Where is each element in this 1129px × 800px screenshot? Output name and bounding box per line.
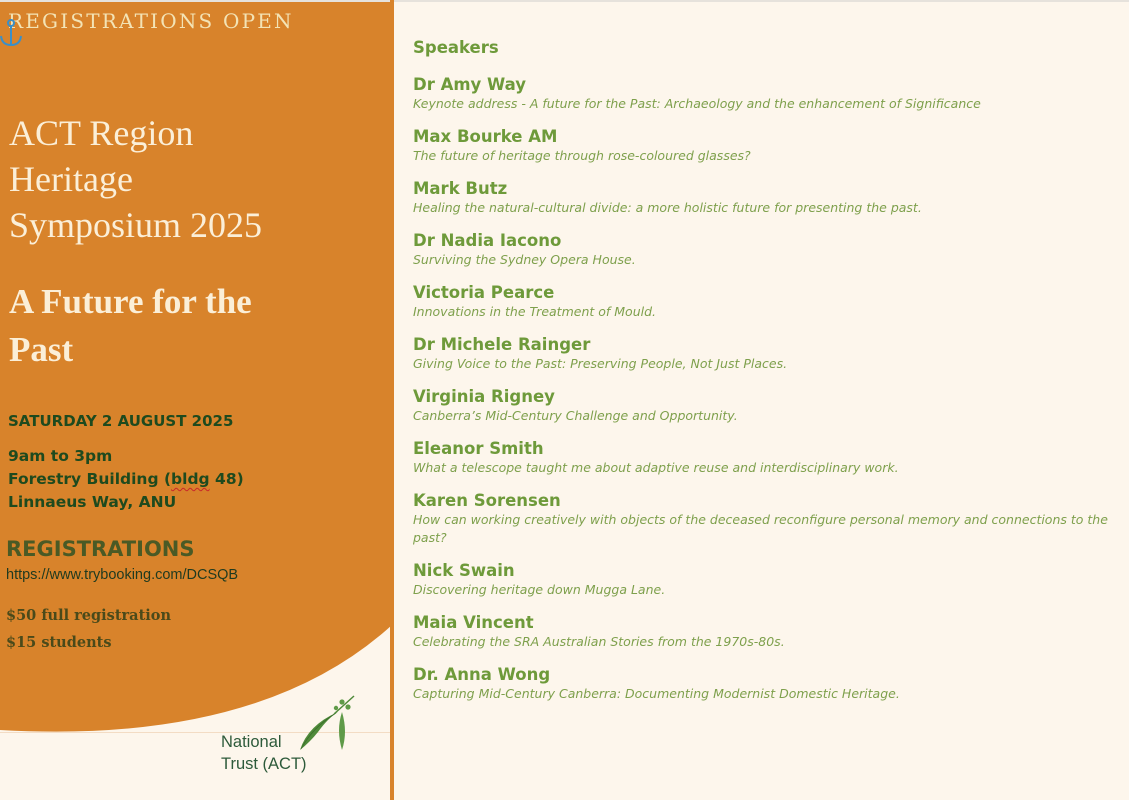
- speaker-talk-title: Discovering heritage down Mugga Lane.: [413, 582, 666, 597]
- event-title: [9, 110, 262, 248]
- speaker-item: [413, 75, 1113, 113]
- speaker-name: Dr Amy Way: [413, 75, 527, 94]
- speaker-item: [413, 491, 1113, 547]
- speaker-item: [413, 127, 1113, 165]
- speaker-item: [413, 231, 1113, 269]
- event-subtitle: [9, 278, 369, 374]
- speaker-name: Dr Nadia Iacono: [413, 231, 562, 250]
- speaker-item: [413, 283, 1113, 321]
- event-venue: [8, 468, 244, 491]
- speaker-name: Maia Vincent: [413, 613, 534, 632]
- event-date: SATURDAY 2 AUGUST 2025: [8, 412, 234, 430]
- speaker-item: [413, 665, 1113, 703]
- panel-divider: [390, 0, 394, 800]
- speaker-talk-title: What a telescope taught me about adaptive reuse and interdisciplinary work.: [413, 460, 899, 475]
- speaker-talk-title: Healing the natural-cultural divide: a more holistic future for presenting the past.: [413, 200, 922, 215]
- venue-suffix: 48): [209, 470, 244, 488]
- speaker-item: [413, 179, 1113, 217]
- speaker-item: [413, 439, 1113, 477]
- title-line: ACT Region: [9, 113, 194, 153]
- subtitle-line: Past: [9, 330, 74, 369]
- speaker-name: Max Bourke AM: [413, 127, 558, 146]
- speaker-item: [413, 387, 1113, 425]
- speaker-talk-title: How can working creatively with objects of the deceased reconfigure personal memory and connections to the past?: [413, 512, 1108, 545]
- logo-line: National: [221, 733, 282, 751]
- speaker-talk-title: Celebrating the SRA Australian Stories from the 1970s-80s.: [413, 634, 785, 649]
- speaker-talk-title: Capturing Mid-Century Canberra: Documenting Modernist Domestic Heritage.: [413, 686, 900, 701]
- event-address: Linnaeus Way, ANU: [8, 493, 177, 511]
- speaker-name: Victoria Pearce: [413, 283, 555, 302]
- national-trust-logo-text: [221, 731, 307, 775]
- speaker-item: [413, 613, 1113, 651]
- title-line: Heritage: [9, 159, 133, 199]
- speaker-name: Virginia Rigney: [413, 387, 555, 406]
- speaker-item: [413, 561, 1113, 599]
- speaker-name: Nick Swain: [413, 561, 515, 580]
- speaker-item: [413, 335, 1113, 373]
- speakers-panel: [413, 37, 1113, 717]
- speaker-talk-title: Giving Voice to the Past: Preserving People, Not Just Places.: [413, 356, 788, 371]
- registrations-heading: REGISTRATIONS: [6, 537, 195, 561]
- price-students: $15 students: [6, 634, 112, 651]
- speaker-name: Dr Michele Rainger: [413, 335, 591, 354]
- event-time: 9am to 3pm: [8, 447, 113, 465]
- anchor-icon: [0, 18, 24, 48]
- venue-bldg-misspelled: bldg: [171, 470, 210, 488]
- price-full: $50 full registration: [6, 607, 171, 624]
- logo-line: Trust (ACT): [221, 755, 307, 773]
- speaker-talk-title: Keynote address - A future for the Past: Archaeology and the enhancement of Significance: [413, 96, 981, 111]
- event-info-panel: [0, 0, 392, 800]
- venue-prefix: Forestry Building (: [8, 470, 172, 488]
- title-line: Symposium 2025: [9, 205, 263, 245]
- speakers-heading: Speakers: [413, 38, 499, 57]
- registrations-open-banner: REGISTRATIONS OPEN: [8, 9, 294, 33]
- event-details: [8, 445, 244, 514]
- subtitle-line: A Future for the: [9, 282, 252, 321]
- speaker-talk-title: Canberra’s Mid-Century Challenge and Opportunity.: [413, 408, 738, 423]
- speaker-name: Karen Sorensen: [413, 491, 561, 510]
- speaker-talk-title: The future of heritage through rose-coloured glasses?: [413, 148, 751, 163]
- eucalyptus-leaf-icon: [298, 690, 358, 752]
- speaker-name: Mark Butz: [413, 179, 508, 198]
- speaker-talk-title: Surviving the Sydney Opera House.: [413, 252, 636, 267]
- registration-link[interactable]: https://www.trybooking.com/DCSQB: [6, 567, 239, 583]
- speaker-name: Eleanor Smith: [413, 439, 544, 458]
- speaker-talk-title: Innovations in the Treatment of Mould.: [413, 304, 656, 319]
- speaker-name: Dr. Anna Wong: [413, 665, 551, 684]
